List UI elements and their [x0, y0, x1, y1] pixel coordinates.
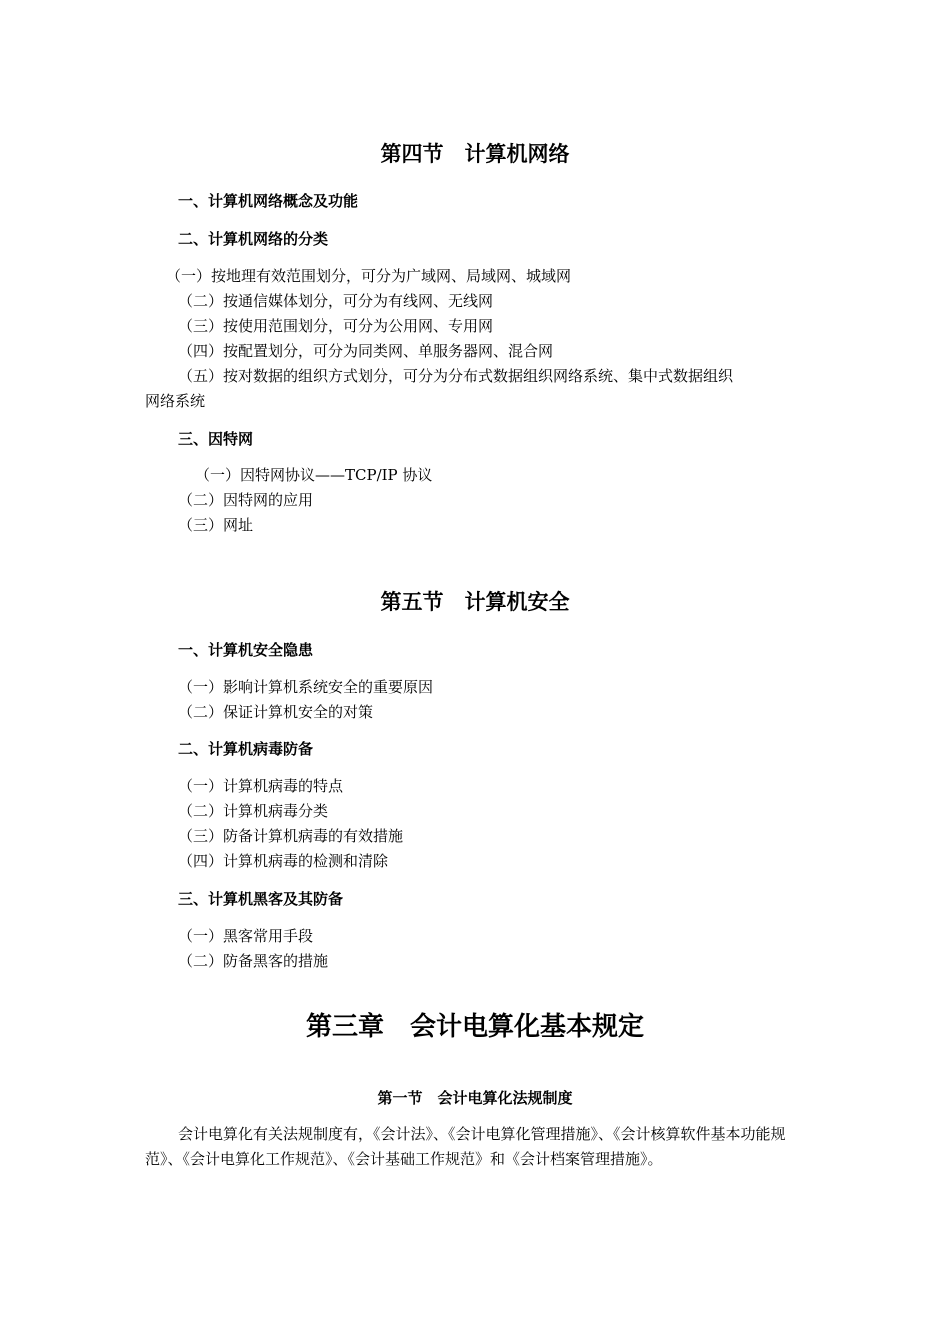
heading: 一、计算机安全隐患 — [178, 641, 314, 659]
list-item: （一）按地理有效范围划分，可分为广域网、局域网、城域网 — [166, 267, 572, 285]
list-item: （二）计算机病毒分类 — [178, 802, 329, 820]
section-title: 第一节 会计电算化法规制度 — [377, 1089, 573, 1107]
list-item: （四）按配置划分，可分为同类网、单服务器网、混合网 — [178, 342, 554, 360]
list-item: （五）按对数据的组织方式划分，可分为分布式数据组织网络系统、集中式数据组织 — [178, 367, 734, 385]
heading: 一、计算机网络概念及功能 — [178, 192, 359, 210]
heading: 三、因特网 — [178, 430, 254, 448]
list-item: （二）按通信媒体划分，可分为有线网、无线网 — [178, 292, 494, 310]
list-item: （三）防备计算机病毒的有效措施 — [178, 827, 404, 845]
list-item: （一）黑客常用手段 — [178, 927, 314, 945]
body-paragraph: 会计电算化有关法规制度有，《会计法》、《会计电算化管理措施》、《会计核算软件基本功能规范》、《会计电算化工作规范》、《会计基础工作规范》和《会计档案管理措施》。 — [145, 1125, 786, 1168]
list-item: （一）计算机病毒的特点 — [178, 777, 344, 795]
heading: 二、计算机网络的分类 — [178, 230, 329, 248]
list-item: （二）保证计算机安全的对策 — [178, 703, 374, 721]
section-title: 第五节 计算机安全 — [380, 590, 570, 614]
list-item: （三）按使用范围划分，可分为公用网、专用网 — [178, 317, 494, 335]
list-item: （三）网址 — [178, 516, 254, 534]
list-item: （二）因特网的应用 — [178, 491, 314, 509]
list-item: （二）防备黑客的措施 — [178, 952, 329, 970]
list-item: （一）影响计算机系统安全的重要原因 — [178, 678, 434, 696]
section-title: 第四节 计算机网络 — [380, 142, 570, 166]
heading: 二、计算机病毒防备 — [178, 740, 314, 758]
chapter-title: 第三章 会计电算化基本规定 — [305, 1012, 644, 1042]
heading: 三、计算机黑客及其防备 — [178, 890, 344, 908]
list-item: （一）因特网协议——TCP/IP 协议 — [195, 466, 433, 484]
list-item-continuation: 网络系统 — [145, 392, 206, 410]
list-item: （四）计算机病毒的检测和清除 — [178, 852, 389, 870]
